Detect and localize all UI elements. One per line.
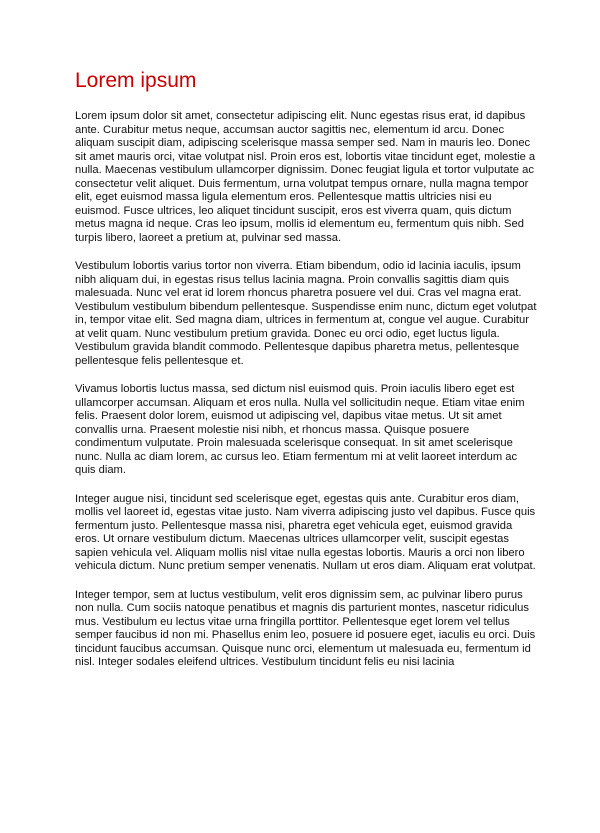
paragraph-5: Integer tempor, sem at luctus vestibulum, velit eros dignissim sem, ac pulvinar libero purus non nulla. Cum sociis natoque penatibus et magnis dis parturient montes, nascetur ridiculus mus. Vestibulum eu lectus vitae urna fringilla porttitor. Pellentesque eget lorem vel tellus semper faucibus id non mi. Phasellus enim leo, posuere id posuere eget, iaculis eu orci. Duis tincidunt faucibus accumsan. Quisque nunc orci, elementum ut malesuada eu, fermentum id nisl. Integer sodales eleifend ultrices. Vestibulum tincidunt felis eu nisi lacinia [75, 588, 536, 668]
paragraph-1: Lorem ipsum dolor sit amet, consectetur adipiscing elit. Nunc egestas risus erat, id dapibus ante. Curabitur metus neque, accumsan auctor sagittis nec, elementum id arcu. Donec aliquam suscipit diam, adipiscing scelerisque massa semper sed. Nam in mauris leo. Donec sit amet mauris orci, vitae volutpat nisl. Proin eros est, lobortis vitae tincidunt eget, molestie a nulla. Maecenas vestibulum ullamcorper dignissim. Donec feugiat ligula et tortor vulputate ac consectetur velit aliquet. Duis fermentum, urna volutpat tempus ornare, nulla magna tempor elit, eget euismod massa ligula elementum eros. Pellentesque mattis ultricies nisi eu euismod. Fusce ultrices, leo aliquet tincidunt suscipit, eros est viverra quam, quis dictum metus magna id neque. Cras leo ipsum, mollis id elementum eu, fermentum quis nibh. Sed turpis libero, laoreet a pretium at, pulvinar sed massa. [75, 110, 536, 244]
document-title: Lorem ipsum [75, 69, 197, 92]
paragraph-3: Vivamus lobortis luctus massa, sed dictum nisl euismod quis. Proin iaculis libero eget est ullamcorper accumsan. Aliquam et eros nulla. Nulla vel sollicitudin neque. Etiam vitae enim felis. Praesent dolor lorem, euismod ut adipiscing vel, dapibus vitae metus. Ut sit amet convallis urna. Praesent molestie nisi nibh, et rhoncus massa. Quisque posuere condimentum vulputate. Proin malesuada scelerisque consequat. In sit amet scelerisque nunc. Nulla ac diam lorem, ac cursus leo. Etiam fermentum mi at velit laoreet interdum ac quis diam. [75, 383, 525, 476]
document-body [75, 110, 537, 685]
paragraph-4: Integer augue nisi, tincidunt sed scelerisque eget, egestas quis ante. Curabitur eros diam, mollis vel laoreet id, egestas vitae justo. Nam viverra adipiscing justo vel dapibus. Fusce quis fermentum justo. Pellentesque massa nisi, pharetra eget vehicula eget, euismod gravida eros. Ut ornare vestibulum dictum. Maecenas ultrices ullamcorper velit, suscipit egestas sapien vehicula vel. Aliquam mollis nisl vitae nulla egestas lobortis. Mauris a orci non libero vehicula dictum. Nunc pretium semper venenatis. Nullam ut eros diam. Aliquam erat volutpat. [75, 492, 536, 572]
paragraph-2: Vestibulum lobortis varius tortor non viverra. Etiam bibendum, odio id lacinia iaculis, ipsum nibh aliquam dui, in egestas risus tellus lacinia magna. Proin convallis sagittis diam quis malesuada. Nunc vel erat id lorem rhoncus pharetra posuere vel dui. Cras vel magna erat. Vestibulum vestibulum bibendum pellentesque. Suspendisse enim nunc, dictum eget volutpat in, tempor vitae elit. Sed magna diam, ultrices in fermentum at, congue vel augue. Curabitur at velit quam. Nunc vestibulum pretium gravida. Donec eu orci odio, eget luctus ligula. Vestibulum gravida blandit commodo. Pellentesque dapibus pharetra metus, pellentesque pellentesque felis pellentesque et. [75, 260, 537, 367]
